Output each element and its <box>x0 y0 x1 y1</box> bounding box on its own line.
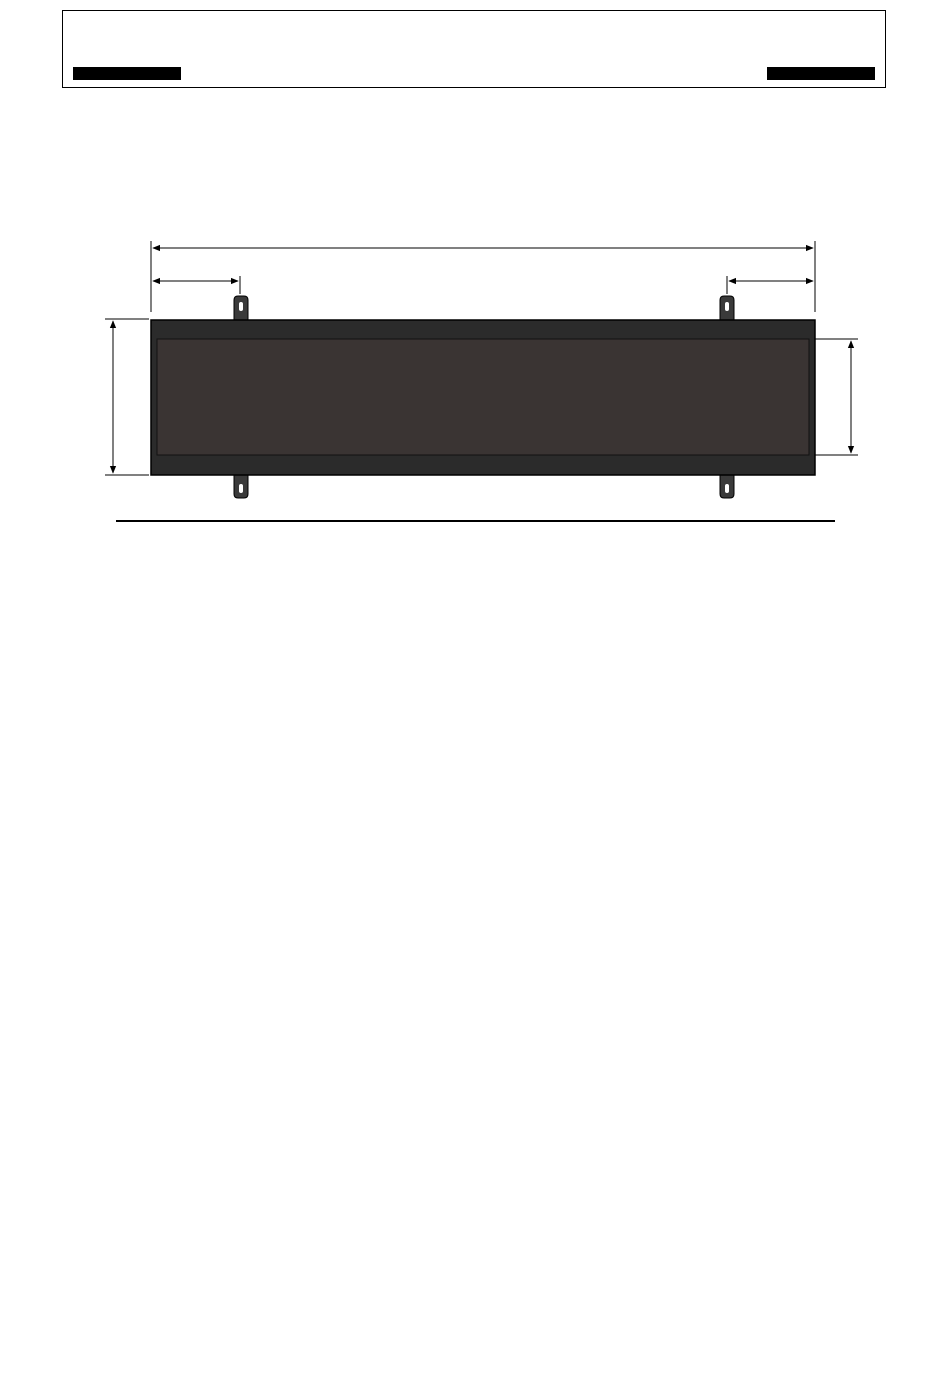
tab-hole <box>725 484 729 493</box>
tab-hole <box>239 302 243 311</box>
digit-panel <box>157 339 809 455</box>
specification-table <box>116 520 835 522</box>
tab-hole <box>725 302 729 311</box>
scoreboard-diagram <box>0 0 950 510</box>
tab-hole <box>239 484 243 493</box>
